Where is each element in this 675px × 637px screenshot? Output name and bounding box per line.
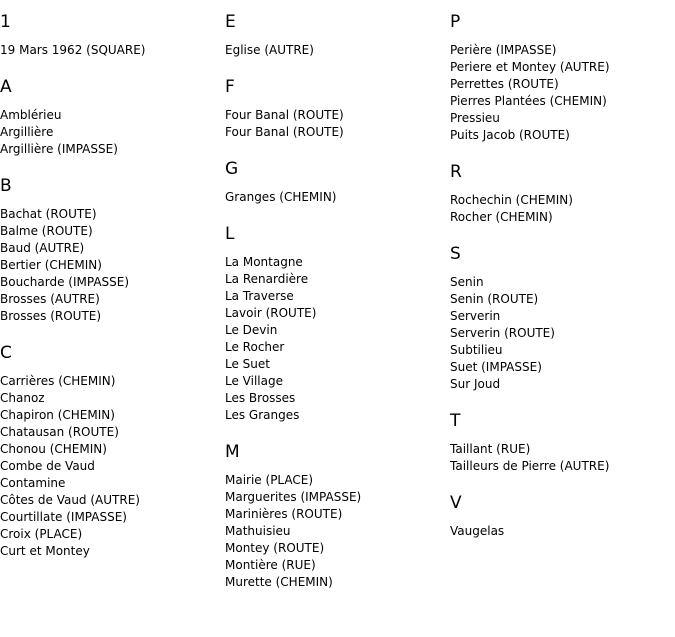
street-name-item: Montière (RUE) xyxy=(225,558,316,572)
street-name-item: Eglise (AUTRE) xyxy=(225,43,314,57)
street-list xyxy=(0,42,215,59)
index-column-3 xyxy=(450,12,665,558)
section-letter-heading: C xyxy=(0,343,12,363)
street-name-item: Le Suet xyxy=(225,357,270,371)
street-name-item: Montey (ROUTE) xyxy=(225,541,325,555)
street-name-item: Amblérieu xyxy=(0,108,62,122)
section-letter-heading: L xyxy=(225,224,235,244)
street-name-item: Four Banal (ROUTE) xyxy=(225,125,344,139)
letter-section xyxy=(225,159,440,206)
street-name-item: Senin xyxy=(450,275,484,289)
street-list xyxy=(450,523,665,540)
street-name-item: Pressieu xyxy=(450,111,500,125)
street-name-item: Le Rocher xyxy=(225,340,285,354)
street-name-item: Perière (IMPASSE) xyxy=(450,43,557,57)
street-name-item: Lavoir (ROUTE) xyxy=(225,306,317,320)
street-name-item: Le Devin xyxy=(225,323,278,337)
street-name-item: Perrettes (ROUTE) xyxy=(450,77,559,91)
street-name-item: Bachat (ROUTE) xyxy=(0,207,97,221)
street-name-item: Serverin (ROUTE) xyxy=(450,326,555,340)
street-name-item: Courtillate (IMPASSE) xyxy=(0,510,127,524)
street-name-item: Les Brosses xyxy=(225,391,296,405)
section-letter-heading: T xyxy=(450,411,461,431)
letter-section xyxy=(0,343,215,560)
letter-section xyxy=(225,77,440,141)
street-name-item: Bertier (CHEMIN) xyxy=(0,258,102,272)
letter-section xyxy=(0,77,215,158)
letter-section xyxy=(225,442,440,591)
street-name-item: Chapiron (CHEMIN) xyxy=(0,408,115,422)
street-name-item: Mathuisieu xyxy=(225,524,291,538)
street-list xyxy=(225,189,440,206)
street-name-item: Tailleurs de Pierre (AUTRE) xyxy=(450,459,610,473)
index-column-1 xyxy=(0,12,215,578)
letter-section xyxy=(0,12,215,59)
street-list xyxy=(225,254,440,424)
street-name-item: Curt et Montey xyxy=(0,544,90,558)
index-column-2 xyxy=(225,12,440,609)
street-name-item: La Montagne xyxy=(225,255,303,269)
letter-section xyxy=(450,411,665,475)
letter-section xyxy=(225,12,440,59)
street-name-item: Argillière (IMPASSE) xyxy=(0,142,118,156)
section-letter-heading: E xyxy=(225,12,236,32)
street-name-item: Brosses (AUTRE) xyxy=(0,292,100,306)
street-name-item: Granges (CHEMIN) xyxy=(225,190,337,204)
street-name-item: Baud (AUTRE) xyxy=(0,241,85,255)
street-name-item: Argillière xyxy=(0,125,54,139)
street-name-item: Rocher (CHEMIN) xyxy=(450,210,553,224)
street-name-item: Carrières (CHEMIN) xyxy=(0,374,116,388)
letter-section xyxy=(450,162,665,226)
section-letter-heading: 1 xyxy=(0,12,11,32)
street-name-item: Vaugelas xyxy=(450,524,505,538)
street-name-item: Puits Jacob (ROUTE) xyxy=(450,128,570,142)
street-list xyxy=(225,472,440,591)
street-name-item: Les Granges xyxy=(225,408,300,422)
street-list xyxy=(225,107,440,141)
street-name-item: La Renardière xyxy=(225,272,309,286)
street-name-item: Côtes de Vaud (AUTRE) xyxy=(0,493,140,507)
section-letter-heading: S xyxy=(450,244,461,264)
street-name-item: Serverin xyxy=(450,309,501,323)
section-letter-heading: M xyxy=(225,442,240,462)
section-letter-heading: F xyxy=(225,77,235,97)
letter-section xyxy=(0,176,215,325)
street-name-item: Le Village xyxy=(225,374,283,388)
street-name-item: Marguerites (IMPASSE) xyxy=(225,490,362,504)
street-name-item: Balme (ROUTE) xyxy=(0,224,93,238)
street-list xyxy=(450,274,665,393)
street-name-item: Four Banal (ROUTE) xyxy=(225,108,344,122)
street-list xyxy=(0,206,215,325)
street-name-item: Rochechin (CHEMIN) xyxy=(450,193,573,207)
section-letter-heading: V xyxy=(450,493,462,513)
section-letter-heading: B xyxy=(0,176,12,196)
street-list xyxy=(0,373,215,560)
street-name-item: Taillant (RUE) xyxy=(450,442,531,456)
street-name-item: Chonou (CHEMIN) xyxy=(0,442,107,456)
street-name-item: Sur Joud xyxy=(450,377,501,391)
street-name-item: Marinières (ROUTE) xyxy=(225,507,343,521)
letter-section xyxy=(450,493,665,540)
street-list xyxy=(225,42,440,59)
street-name-item: Periere et Montey (AUTRE) xyxy=(450,60,610,74)
street-name-item: Murette (CHEMIN) xyxy=(225,575,333,589)
street-list xyxy=(450,441,665,475)
street-name-item: Senin (ROUTE) xyxy=(450,292,539,306)
street-name-item: Boucharde (IMPASSE) xyxy=(0,275,130,289)
street-list xyxy=(450,192,665,226)
street-name-item: 19 Mars 1962 (SQUARE) xyxy=(0,43,146,57)
section-letter-heading: P xyxy=(450,12,461,32)
street-name-item: Brosses (ROUTE) xyxy=(0,309,102,323)
street-name-item: La Traverse xyxy=(225,289,294,303)
letter-section xyxy=(225,224,440,424)
letter-section xyxy=(450,12,665,144)
street-name-item: Pierres Plantées (CHEMIN) xyxy=(450,94,607,108)
section-letter-heading: G xyxy=(225,159,239,179)
section-letter-heading: R xyxy=(450,162,462,182)
street-name-item: Suet (IMPASSE) xyxy=(450,360,542,374)
section-letter-heading: A xyxy=(0,77,12,97)
street-name-item: Chatausan (ROUTE) xyxy=(0,425,119,439)
street-name-item: Mairie (PLACE) xyxy=(225,473,314,487)
street-name-item: Combe de Vaud xyxy=(0,459,95,473)
street-name-item: Chanoz xyxy=(0,391,45,405)
street-list xyxy=(450,42,665,144)
street-name-item: Croix (PLACE) xyxy=(0,527,83,541)
letter-section xyxy=(450,244,665,393)
street-name-item: Subtilieu xyxy=(450,343,503,357)
street-list xyxy=(0,107,215,158)
street-name-item: Contamine xyxy=(0,476,66,490)
